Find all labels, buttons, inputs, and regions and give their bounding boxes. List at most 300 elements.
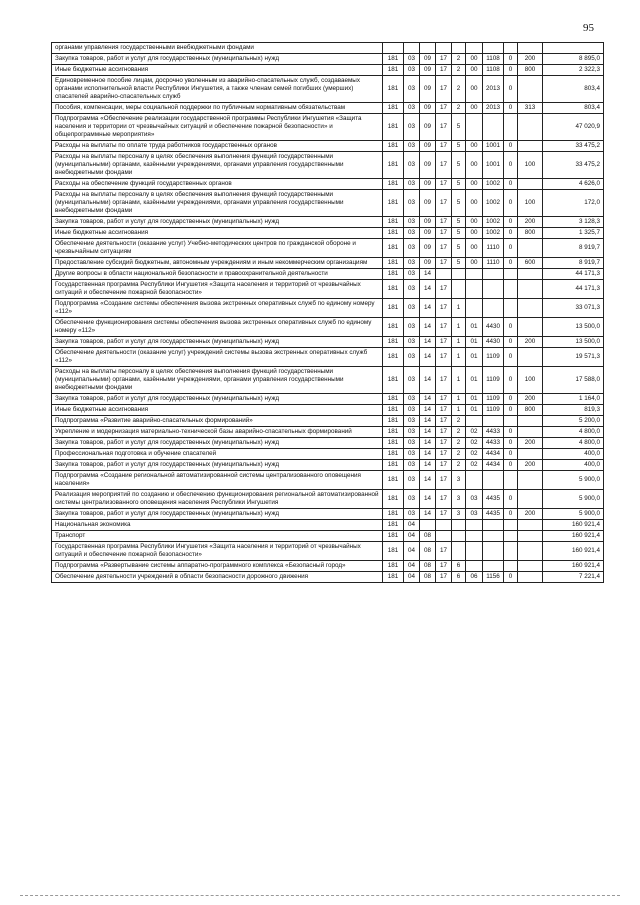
cell-name: Обеспечение деятельности учреждений в области безопасности дорожного движения [52,572,383,583]
cell-name: Пособия, компенсации, меры социальной поддержки по публичным нормативным обязательствам [52,103,383,114]
cell-ved: 181 [383,449,404,460]
cell-vr: 800 [518,228,543,239]
cell-pr: 09 [420,103,436,114]
cell-csr-subprogram: 5 [452,217,466,228]
cell-csr-event: 02 [466,438,483,449]
cell-csr-suffix: 0 [504,348,518,367]
cell-csr-subprogram: 2 [452,103,466,114]
cell-csr-event [466,114,483,141]
cell-csr-program: 17 [436,280,452,299]
cell-csr-program: 17 [436,114,452,141]
cell-ved: 181 [383,299,404,318]
cell-csr-direction [483,471,504,490]
cell-amount: 160 921,4 [543,561,604,572]
table-row [52,394,604,405]
cell-ved: 181 [383,217,404,228]
cell-pr: 09 [420,141,436,152]
table-row [52,179,604,190]
cell-csr-direction [483,542,504,561]
cell-pr: 09 [420,190,436,217]
cell-csr-program: 17 [436,542,452,561]
cell-csr-event: 01 [466,394,483,405]
cell-vr: 100 [518,190,543,217]
cell-pr: 14 [420,427,436,438]
cell-rz: 03 [404,367,420,394]
cell-csr-event: 03 [466,490,483,509]
cell-csr-event [466,471,483,490]
cell-ved: 181 [383,103,404,114]
cell-rz: 03 [404,337,420,348]
cell-csr-event [466,43,483,54]
cell-pr: 14 [420,280,436,299]
cell-csr-suffix: 0 [504,438,518,449]
cell-rz: 03 [404,228,420,239]
cell-csr-direction [483,114,504,141]
cell-name: Обеспечение деятельности (оказание услуг) Учебно-методических центров по гражданской обороне и чрезвычайным ситуациям [52,239,383,258]
cell-csr-event: 01 [466,405,483,416]
cell-csr-subprogram: 6 [452,572,466,583]
cell-ved: 181 [383,114,404,141]
cell-csr-subprogram: 2 [452,65,466,76]
cell-csr-direction: 2013 [483,76,504,103]
cell-rz: 03 [404,217,420,228]
cell-csr-event: 00 [466,141,483,152]
cell-name: Обеспечение функционирования системы обеспечения вызова экстренных оперативных служб по единому номеру «112» [52,318,383,337]
cell-csr-event: 00 [466,217,483,228]
cell-name: Закупка товаров, работ и услуг для государственных (муниципальных) нужд [52,394,383,405]
cell-pr: 14 [420,367,436,394]
cell-csr-event: 06 [466,572,483,583]
cell-csr-program: 17 [436,572,452,583]
cell-csr-direction: 1002 [483,179,504,190]
cell-csr-direction: 4434 [483,460,504,471]
cell-csr-program [436,531,452,542]
table-row [52,114,604,141]
cell-csr-direction: 1109 [483,367,504,394]
cell-vr [518,416,543,427]
cell-csr-program: 17 [436,427,452,438]
cell-csr-program: 17 [436,190,452,217]
cell-vr [518,471,543,490]
cell-vr [518,43,543,54]
table-row [52,337,604,348]
cell-pr: 14 [420,299,436,318]
cell-name: Реализация мероприятий по созданию и обеспечению функционирования региональной автоматизированной системы централизованного оповещения населения Республики Ингушетия [52,490,383,509]
cell-csr-subprogram: 1 [452,405,466,416]
cell-pr: 09 [420,217,436,228]
cell-pr: 14 [420,394,436,405]
cell-csr-direction [483,269,504,280]
cell-rz: 04 [404,561,420,572]
cell-csr-program: 17 [436,103,452,114]
cell-csr-suffix: 0 [504,337,518,348]
cell-rz: 03 [404,258,420,269]
cell-csr-program: 17 [436,460,452,471]
table-row [52,103,604,114]
cell-csr-direction: 4435 [483,490,504,509]
cell-csr-subprogram: 5 [452,152,466,179]
cell-pr: 08 [420,572,436,583]
table-row [52,217,604,228]
cell-name: Транспорт [52,531,383,542]
cell-csr-event: 01 [466,348,483,367]
page-number: 95 [583,22,594,34]
cell-csr-direction: 1110 [483,258,504,269]
cell-name: Закупка товаров, работ и услуг для государственных (муниципальных) нужд [52,460,383,471]
cell-ved: 181 [383,572,404,583]
table-row [52,427,604,438]
cell-amount: 33 071,3 [543,299,604,318]
cell-amount: 5 900,0 [543,490,604,509]
cell-pr: 09 [420,76,436,103]
cell-pr: 09 [420,54,436,65]
cell-csr-direction [483,561,504,572]
cell-csr-subprogram: 5 [452,141,466,152]
cell-rz: 03 [404,179,420,190]
cell-name: Предоставление субсидий бюджетным, автономным учреждениям и иным некоммерческим организациям [52,258,383,269]
cell-csr-suffix: 0 [504,449,518,460]
cell-csr-subprogram: 3 [452,509,466,520]
cell-name: Укрепление и модернизация материально-технической базы аварийно-спасательных формирований [52,427,383,438]
cell-csr-program: 17 [436,367,452,394]
cell-csr-suffix [504,542,518,561]
cell-amount: 1 325,7 [543,228,604,239]
cell-vr: 200 [518,217,543,228]
cell-csr-suffix: 0 [504,490,518,509]
cell-csr-suffix [504,471,518,490]
cell-csr-program: 17 [436,490,452,509]
cell-pr: 09 [420,239,436,258]
cell-rz: 03 [404,509,420,520]
cell-name: Расходы на выплаты персоналу в целях обеспечения выполнения функций государственными (муниципальными) органами, казёнными учреждениями, органами управления государственными внебюджетными фондами [52,367,383,394]
cell-amount: 13 500,0 [543,318,604,337]
cell-ved: 181 [383,416,404,427]
cell-csr-subprogram: 2 [452,427,466,438]
cell-name: Подпрограмма «Развитие аварийно-спасательных формирований» [52,416,383,427]
cell-rz: 03 [404,449,420,460]
cell-csr-event: 01 [466,337,483,348]
cell-vr: 313 [518,103,543,114]
cell-amount: 44 171,3 [543,280,604,299]
cell-ved: 181 [383,531,404,542]
cell-amount: 5 900,0 [543,509,604,520]
cell-csr-program: 17 [436,299,452,318]
cell-rz: 04 [404,572,420,583]
cell-csr-program: 17 [436,394,452,405]
cell-pr: 08 [420,531,436,542]
table-row [52,572,604,583]
cell-ved: 181 [383,427,404,438]
cell-csr-event: 03 [466,509,483,520]
cell-ved: 181 [383,258,404,269]
cell-csr-event: 01 [466,367,483,394]
cell-csr-subprogram: 1 [452,394,466,405]
cell-vr: 200 [518,54,543,65]
cell-csr-event: 00 [466,190,483,217]
cell-rz: 03 [404,438,420,449]
cell-amount: 160 921,4 [543,531,604,542]
cell-name: Обеспечение деятельности (оказание услуг) учреждений системы вызова экстренных оперативных служб «112» [52,348,383,367]
cell-rz: 03 [404,460,420,471]
cell-csr-event: 00 [466,239,483,258]
cell-amount: 400,0 [543,449,604,460]
cell-ved: 181 [383,54,404,65]
cell-name: Подпрограмма «Обеспечение реализации государственной программы Республики Ингушетия «Защита населения и территории от чрезвычайных ситуаций и обеспечение пожарной безопасности» и общепрограммные мероприятия» [52,114,383,141]
table-row [52,141,604,152]
cell-name: Расходы на выплаты персоналу в целях обеспечения выполнения функций государственными (муниципальными) органами, казёнными учреждениями, органами управления государственными внебюджетными фондами [52,190,383,217]
cell-rz: 03 [404,490,420,509]
cell-pr: 14 [420,471,436,490]
cell-csr-program: 17 [436,152,452,179]
cell-ved [383,43,404,54]
cell-csr-subprogram: 5 [452,179,466,190]
cell-csr-program: 17 [436,228,452,239]
cell-csr-direction [483,299,504,318]
cell-rz: 03 [404,416,420,427]
cell-csr-subprogram: 2 [452,460,466,471]
cell-csr-suffix: 0 [504,179,518,190]
cell-rz: 03 [404,394,420,405]
cell-ved: 181 [383,179,404,190]
cell-vr [518,348,543,367]
cell-vr [518,318,543,337]
cell-amount: 47 020,9 [543,114,604,141]
cell-csr-event [466,561,483,572]
cell-csr-suffix [504,416,518,427]
table-row [52,531,604,542]
cell-amount: 4 800,0 [543,438,604,449]
cell-csr-suffix: 0 [504,228,518,239]
cell-name: Государственная программа Республики Ингушетия «Защита населения и территорий от чрезвычайных ситуаций и обеспечение пожарной безопасности» [52,542,383,561]
cell-pr: 14 [420,269,436,280]
cell-pr: 14 [420,490,436,509]
cell-csr-direction: 1156 [483,572,504,583]
cell-csr-program: 17 [436,438,452,449]
cell-csr-event: 02 [466,460,483,471]
table-row [52,54,604,65]
cell-csr-direction: 2013 [483,103,504,114]
cell-amount: 172,0 [543,190,604,217]
cell-rz: 03 [404,348,420,367]
cell-pr: 14 [420,416,436,427]
cell-rz: 03 [404,405,420,416]
cell-csr-direction: 1002 [483,217,504,228]
cell-csr-suffix [504,269,518,280]
cell-csr-event [466,269,483,280]
cell-pr: 09 [420,152,436,179]
cell-ved: 181 [383,318,404,337]
cell-rz [404,43,420,54]
budget-table [51,42,604,583]
table-row [52,520,604,531]
table-row [52,561,604,572]
cell-csr-suffix: 0 [504,239,518,258]
cell-csr-subprogram: 3 [452,471,466,490]
cell-csr-subprogram: 1 [452,318,466,337]
cell-vr: 200 [518,337,543,348]
cell-csr-subprogram: 5 [452,190,466,217]
cell-name: Закупка товаров, работ и услуг для государственных (муниципальных) нужд [52,217,383,228]
table-row [52,542,604,561]
cell-csr-subprogram: 6 [452,561,466,572]
cell-csr-event: 01 [466,318,483,337]
cell-name: Подпрограмма «Создание региональной автоматизированной системы централизованного оповещения населения» [52,471,383,490]
cell-csr-program: 17 [436,449,452,460]
cell-csr-program: 17 [436,471,452,490]
cell-csr-direction: 1109 [483,394,504,405]
cell-amount: 5 900,0 [543,471,604,490]
cell-ved: 181 [383,367,404,394]
cell-csr-program: 17 [436,337,452,348]
cell-csr-suffix: 0 [504,54,518,65]
cell-rz: 03 [404,65,420,76]
cell-vr [518,561,543,572]
cell-csr-event [466,280,483,299]
cell-name: органами управления государственными внебюджетными фондами [52,43,383,54]
cell-name: Закупка товаров, работ и услуг для государственных (муниципальных) нужд [52,337,383,348]
cell-rz: 04 [404,542,420,561]
cell-amount: 803,4 [543,103,604,114]
cell-rz: 04 [404,531,420,542]
table-row [52,471,604,490]
cell-csr-event: 00 [466,228,483,239]
cell-csr-direction: 1001 [483,152,504,179]
cell-name: Расходы на выплаты по оплате труда работников государственных органов [52,141,383,152]
cell-rz: 03 [404,114,420,141]
cell-name: Иные бюджетные ассигнования [52,65,383,76]
cell-name: Закупка товаров, работ и услуг для государственных (муниципальных) нужд [52,438,383,449]
cell-name: Подпрограмма «Создание системы обеспечения вызова экстренных оперативных служб по единому номеру «112» [52,299,383,318]
cell-name: Иные бюджетные ассигнования [52,228,383,239]
cell-ved: 181 [383,394,404,405]
budget-table-body [52,43,604,583]
table-row [52,367,604,394]
cell-csr-direction: 1109 [483,405,504,416]
table-row [52,318,604,337]
cell-amount: 4 800,0 [543,427,604,438]
cell-csr-direction: 1108 [483,65,504,76]
cell-name: Другие вопросы в области национальной безопасности и правоохранительной деятельности [52,269,383,280]
cell-name: Закупка товаров, работ и услуг для государственных (муниципальных) нужд [52,509,383,520]
cell-csr-program: 17 [436,217,452,228]
cell-csr-subprogram: 5 [452,258,466,269]
cell-rz: 03 [404,103,420,114]
table-row [52,460,604,471]
cell-ved: 181 [383,65,404,76]
cell-vr [518,520,543,531]
cell-rz: 03 [404,299,420,318]
cell-pr: 08 [420,542,436,561]
cell-ved: 181 [383,76,404,103]
cell-csr-event: 00 [466,65,483,76]
cell-vr: 200 [518,394,543,405]
cell-name: Единовременное пособие лицам, досрочно уволенным из аварийно-спасательных служб, создаваемых органами исполнительной власти Республики Ингушетия, а также членам семей погибших (умерших) спасателей аварийно-спасательных служб [52,76,383,103]
cell-csr-suffix: 0 [504,217,518,228]
cell-pr: 09 [420,228,436,239]
cell-csr-subprogram [452,542,466,561]
cell-rz: 03 [404,318,420,337]
cell-csr-program: 17 [436,509,452,520]
cell-csr-event [466,531,483,542]
cell-csr-subprogram: 1 [452,348,466,367]
cell-csr-event: 00 [466,76,483,103]
cell-csr-event: 00 [466,103,483,114]
cell-amount: 400,0 [543,460,604,471]
cell-csr-subprogram [452,269,466,280]
cell-csr-subprogram [452,280,466,299]
cell-rz: 03 [404,471,420,490]
cell-csr-direction: 1110 [483,239,504,258]
cell-csr-subprogram: 2 [452,76,466,103]
cell-csr-subprogram: 2 [452,54,466,65]
cell-csr-program: 17 [436,76,452,103]
cell-name: Профессиональная подготовка и обучение спасателей [52,449,383,460]
cell-vr [518,269,543,280]
table-row [52,190,604,217]
cell-csr-event [466,542,483,561]
cell-csr-suffix: 0 [504,427,518,438]
cell-vr [518,490,543,509]
cell-csr-program [436,43,452,54]
cell-csr-direction: 4433 [483,427,504,438]
cell-vr: 100 [518,367,543,394]
cell-csr-program: 17 [436,318,452,337]
cell-vr [518,239,543,258]
cell-csr-suffix [504,114,518,141]
cell-csr-suffix: 0 [504,394,518,405]
cell-vr [518,572,543,583]
cell-pr: 09 [420,114,436,141]
cell-rz: 03 [404,141,420,152]
cell-pr: 14 [420,318,436,337]
cell-csr-event [466,520,483,531]
cell-csr-direction: 4434 [483,449,504,460]
cell-vr: 800 [518,65,543,76]
cell-amount: 8 895,0 [543,54,604,65]
cell-pr: 08 [420,561,436,572]
cell-vr [518,76,543,103]
cell-csr-program: 17 [436,179,452,190]
cell-csr-direction: 4430 [483,318,504,337]
cell-pr: 14 [420,509,436,520]
cell-csr-program: 17 [436,348,452,367]
cell-amount: 819,3 [543,405,604,416]
cell-csr-subprogram: 5 [452,114,466,141]
cell-csr-suffix: 0 [504,367,518,394]
cell-csr-subprogram: 1 [452,337,466,348]
cell-vr [518,449,543,460]
cell-pr: 14 [420,405,436,416]
table-row [52,43,604,54]
cell-csr-suffix: 0 [504,152,518,179]
cell-amount: 5 200,0 [543,416,604,427]
cell-amount: 13 500,0 [543,337,604,348]
cell-csr-suffix: 0 [504,190,518,217]
cell-csr-suffix: 0 [504,65,518,76]
cell-pr: 14 [420,438,436,449]
cell-vr [518,114,543,141]
cell-csr-suffix [504,280,518,299]
cell-name: Подпрограмма «Развертывание системы аппаратно-программного комплекса «Безопасный город» [52,561,383,572]
cell-vr: 800 [518,405,543,416]
table-row [52,438,604,449]
cell-csr-direction [483,531,504,542]
cell-amount: 8 919,7 [543,239,604,258]
cell-amount: 8 919,7 [543,258,604,269]
cell-amount: 160 921,4 [543,542,604,561]
cell-csr-suffix: 0 [504,103,518,114]
cell-csr-subprogram: 2 [452,438,466,449]
